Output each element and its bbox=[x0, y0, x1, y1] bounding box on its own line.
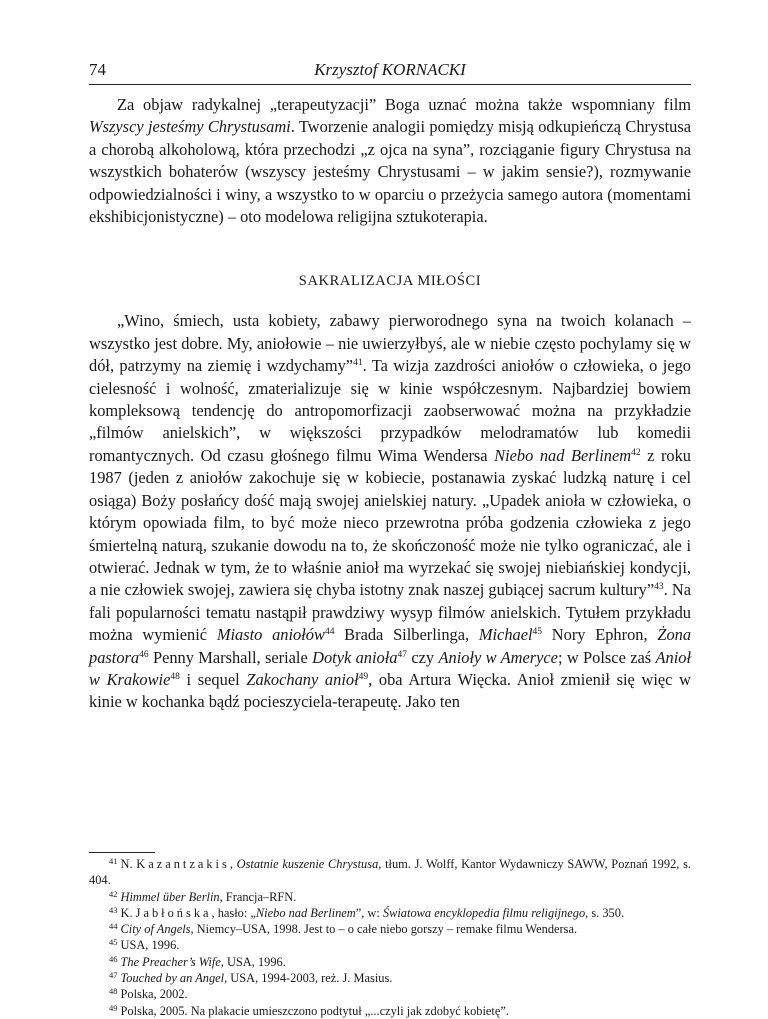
footnote-ref: 48 bbox=[170, 671, 180, 682]
main-paragraph: „Wino, śmiech, usta kobiety, zabawy pierworodnego syna na twoich kolanach – wszystko jest dobre. My, aniołowie – nie uwierzyłbyś, ale w niebie często pochylamy się w dół, patrzymy na ziemię i wzdychamy”$^{41}$. Ta wizja zazdrości aniołów o człowieka, o jego cielesność i wolność, zmaterializuje się w kinie współczesnym. Najbardziej bowiem kompleksową tendencję do antropomorfizacji zaobserwować można na przykładzie „filmów anielskich”, w większości przypadków melodramatów lub komedii romantycznych. Od czasu głośnego filmu Wima Wendersa Niebo nad Berlinem$^{42}$ z roku 1987 (jeden z aniołów zakochuje się w kobiecie, postanawia zyskać ludzką naturę i cel osiąga) Boży posłańcy dość mają swojej anielskiej natury. „Upadek anioła w człowieka, o którym opowiada film, to być może nieco przewrotna próba godzenia człowieka z jego śmiertelną naturą, szukanie dowodu na to, że skończoność może nie tylko ograniczać, ale i otwierać. Jednak w tym, że to właśnie anioł ma wyrzekać się swojej niebiańskiej kondycji, a nie człowiek swojej, zawiera się chyba istotny znak naszej gubiącej sacrum kultury”$^{43}$. Na fali popularności tematu nastąpił prawdziwy wysyp filmów anielskich. Tytułem przykładu można wymienić Miasto aniołów$^{44}$ Brada Silberlinga, Michael$^{45}$ Nory Ephron, Żona pastora$^{46}$ Penny Marshall, seriale Dotyk anioła$^{47}$ czy Anioły w Ameryce; w Polsce zaś Anioł w Krakowie$^{48}$ i sequel Zakochany anioł$^{49}$, oba Artura Więcka. Anioł zmienił się więc w kinie w kochanka bądź pocieszyciela-terapeutę. Jako ten bbox=[89, 311, 692, 712]
running-title: Krzysztof KORNACKI bbox=[314, 60, 466, 79]
footnote-ref: 41 bbox=[353, 358, 363, 369]
footnote-rule bbox=[89, 852, 155, 853]
footnote-ref: 47 bbox=[397, 649, 408, 660]
footnote-48: $^{48}$ Polska, 2002. bbox=[109, 986, 188, 1002]
footnotes bbox=[89, 856, 691, 1019]
footnote-42: $^{42}$ Himmel über Berlin, Francja–RFN. bbox=[109, 888, 297, 904]
footnote-45: $^{45}$ USA, 1996. bbox=[109, 937, 180, 953]
footnote-41: $^{41}$ N. Kazantzakis, Ostatnie kuszenie Chrystusa, tłum. J. Wolff, Kantor Wydawniczy SAWW, Poznań 1992, s. 404. bbox=[89, 856, 691, 888]
footnote-ref: 46 bbox=[139, 649, 149, 660]
page-number: 74 bbox=[89, 60, 106, 79]
intro-paragraph: Za objaw radykalnej „terapeutyzacji” Boga uznać można także wspomniany film Wszyscy jesteśmy Chrystusami. Tworzenie analogii pomiędzy misją odkupieńczą Chrystusa a chorobą alkoholową, która przechodzi „z ojca na syna”, rozciąganie figury Chrystusa na wszystkich bohaterów (wszyscy jesteśmy Chrystusami – w jakim sensie?), rozmywanie odpowiedzialności i winy, a wszystko to w oparciu o przeżycia samego autora (momentami ekshibicjonistyczne) – oto modelowa religijna sztukoterapia. bbox=[89, 95, 691, 227]
footnote-47: $^{47}$ Touched by an Angel, USA, 1994-2003, reż. J. Masius. bbox=[109, 970, 393, 986]
page-header bbox=[89, 60, 691, 82]
footnote-ref: 45 bbox=[532, 627, 543, 638]
footnote-46: $^{46}$ The Preacher’s Wife, USA, 1996. bbox=[109, 953, 286, 969]
footnote-43: $^{43}$ K. Jabłońska, hasło: „Niebo nad Berlinem”, w: Światowa encyklopedia filmu religijnego, s. 350. bbox=[109, 904, 625, 920]
footnote-ref: 49 bbox=[358, 671, 369, 682]
footnote-ref: 42 bbox=[631, 447, 641, 458]
footnote-ref: 44 bbox=[324, 627, 335, 638]
footnote-44: $^{44}$ City of Angels, Niemcy–USA, 1998. Jest to – o całe niebo gorszy – remake filmu Wendersa. bbox=[109, 921, 578, 937]
section-heading: SAKRALIZACJA MIŁOŚCI bbox=[298, 273, 482, 290]
footnote-49: $^{49}$ Polska, 2005. Na plakacie umieszczono podtytuł „...czyli jak zdobyć kobietę”. bbox=[109, 1002, 509, 1018]
footnote-ref: 43 bbox=[654, 582, 664, 593]
header-rule bbox=[89, 84, 691, 85]
body-text bbox=[89, 94, 691, 714]
